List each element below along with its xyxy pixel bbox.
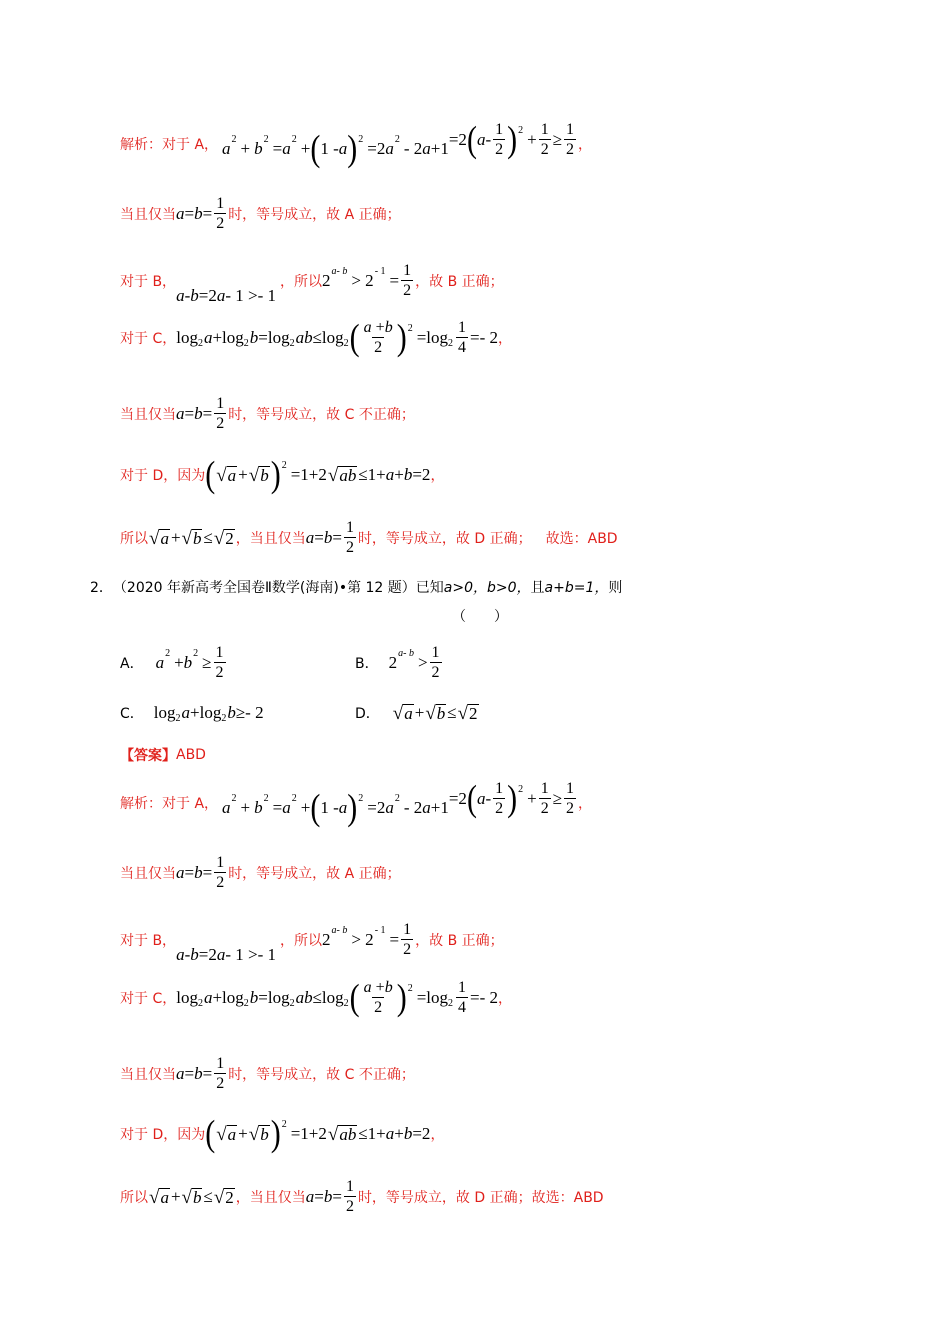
sol2-a-equation: a 2 + b 2 = a 2 + ( 1 - a ) 2 =2 a 2 - 2 a +1: [222, 786, 449, 828]
answer-label: 【答案】: [120, 748, 176, 764]
option-b[interactable]: B． 2 a- b > $\frac{1}{2}$: [355, 645, 444, 681]
sol2-line-d2: 所以 √ a + √ b ≤ √ 2 ，当且仅当 a = b = $\frac{1}{2}$ 时，等号成立，故 D 正确； 故选：ABD: [120, 1178, 604, 1215]
sol2-b-equation-1: a - b =2 a - 1 >- 1: [176, 945, 276, 964]
sol1-a-prefix: 解析：对于 A，: [120, 137, 219, 153]
sol2-d2-cond-equation: a = b = $\frac{1}{2}$: [305, 1178, 354, 1215]
answer-line: [120, 745, 206, 765]
sol2-d-equation: ( √ a + √ b ) 2 =1+2 √ ab ≤1+ a + b =2: [205, 1112, 431, 1154]
sol1-c-cond-equation: a = b = $\frac{1}{2}$: [176, 395, 225, 432]
question-line: 2． （2020 年新高考全国卷Ⅱ数学(海南)•第 12 题）已知 a>0， b>0， 且 a+b=1， 则: [90, 577, 622, 597]
sol2-line-a-cond: 当且仅当 a = b = $\frac{1}{2}$ 时，等号成立，故 A 正确；: [120, 854, 401, 891]
sol1-d-equation: ( √ a + √ b ) 2 =1+2 √ ab ≤1+ a + b =2: [205, 453, 431, 495]
answer-value: ABD: [176, 747, 206, 763]
sol1-line-a-cond: 当且仅当 a = b = $\frac{1}{2}$ 时，等号成立，故 A 正确；: [120, 195, 401, 232]
option-c[interactable]: C． log 2 a +log 2 b ≥- 2: [120, 703, 264, 724]
sol1-line-d: 对于 D，因为 ( √ a + √ b ) 2 =1+2 √ ab ≤1+ a + b =2 ，: [120, 453, 445, 495]
option-a[interactable]: A． a 2 + b 2 ≥ $\frac{1}{2}$: [120, 645, 228, 681]
sol2-line-b: 对于 B， a - b =2 a - 1 >- 1 ，所以 2 a- b > 2 - 1 = $\frac{1}{2}$ ，故 B 正确；: [120, 921, 504, 964]
option-c-math: log 2 a +log 2 b ≥- 2: [153, 703, 264, 724]
sol1-line-b: 对于 B， a - b =2 a - 1 >- 1 ，所以 2 a- b > 2 - 1 = $\frac{1}{2}$ ，故 B 正确；: [120, 262, 504, 305]
question-source: （2020 年新高考全国卷Ⅱ数学(海南)•第 12 题）已知: [112, 580, 444, 596]
sol2-line-d: 对于 D，因为 ( √ a + √ b ) 2 =1+2 √ ab ≤1+ a + b =2 ，: [120, 1112, 445, 1154]
option-a-math: a 2 + b 2 ≥ $\frac{1}{2}$: [155, 644, 224, 681]
sol1-line-d2: 所以 √ a + √ b ≤ √ 2 ，当且仅当 a = b = $\frac{1}{2}$ 时，等号成立，故 D 正确； 故选：ABD: [120, 519, 618, 556]
option-d[interactable]: D． √ a + √ b ≤ √ 2: [355, 702, 478, 724]
sol2-c-equation: log 2 a +log 2 b =log 2 ab ≤log 2 ( $\frac{a +b}{2}$ ) 2 =log 2 $\frac{1}{4}$ =- 2: [176, 976, 498, 1018]
sol2-line-c: 对于 C， log 2 a +log 2 b =log 2 ab ≤log 2 ( $\frac{a +b}{2}$ ) 2 =log 2 $\frac{1}{4}$ =- 2 ，: [120, 976, 512, 1018]
sol1-d2-equation: √ a + √ b ≤ √ 2: [149, 527, 234, 549]
option-d-math: √ a + √ b ≤ √ 2: [392, 702, 478, 724]
sol1-a-cond-equation: a = b = $\frac{1}{2}$: [176, 195, 225, 232]
sol1-a-equation: a 2 + b 2 = a 2 + ( 1 - a ) 2 =2 a 2 - 2 a +1: [222, 127, 449, 169]
option-b-math: 2 a- b > $\frac{1}{2}$: [388, 644, 440, 681]
sol1-c-equation: log 2 a +log 2 b =log 2 ab ≤log 2 ( $\frac{a +b}{2}$ ) 2 =log 2 $\frac{1}{4}$ =- 2: [176, 316, 498, 358]
sol2-b-equation-2: 2 a- b > 2 - 1 = $\frac{1}{2}$: [322, 921, 412, 958]
sol1-line-c-cond: 当且仅当 a = b = $\frac{1}{2}$ 时，等号成立，故 C 不正确；: [120, 395, 415, 432]
sol1-line-c: 对于 C， log 2 a +log 2 b =log 2 ab ≤log 2 ( $\frac{a +b}{2}$ ) 2 =log 2 $\frac{1}{4}$ =- 2 ，: [120, 316, 512, 358]
sol1-a-equation-2: =2 ( a - $\frac{1}{2}$ ) 2 + $\frac{1}{2}$ ≥ $\frac{1}{2}$: [448, 118, 575, 160]
sol1-d2-cond-equation: a = b = $\frac{1}{2}$: [305, 519, 354, 556]
sol1-b-equation-1: a - b =2 a - 1 >- 1: [176, 286, 276, 305]
sol2-line-c-cond: 当且仅当 a = b = $\frac{1}{2}$ 时，等号成立，故 C 不正确；: [120, 1055, 415, 1092]
sol2-line-a: 解析：对于 A， a 2 + b 2 = a 2 + ( 1 - a ) 2 =2 a 2 - 2 a +1 =2 ( a - $\frac{1}{2}$ ) 2 + $\frac{1}{2}$ ≥ $\frac{1}{2}$ ，: [120, 777, 593, 828]
sol2-c-cond-equation: a = b = $\frac{1}{2}$: [176, 1055, 225, 1092]
sol2-a-cond-equation: a = b = $\frac{1}{2}$: [176, 854, 225, 891]
question-number: 2．: [90, 580, 113, 596]
sol2-d2-equation: √ a + √ b ≤ √ 2: [149, 1186, 234, 1208]
sol2-a-equation-2: =2 ( a - $\frac{1}{2}$ ) 2 + $\frac{1}{2}$ ≥ $\frac{1}{2}$: [448, 777, 575, 819]
question-paren: （ ）: [452, 609, 508, 625]
sol1-b-equation-2: 2 a- b > 2 - 1 = $\frac{1}{2}$: [322, 262, 412, 299]
sol1-line-a: 解析：对于 A， a 2 + b 2 = a 2 + ( 1 - a ) 2 =2 a 2 - 2 a +1 =2 ( a - $\frac{1}{2}$ ) 2 + $\frac{1}{2}$ ≥ $\frac{1}{2}$ ，: [120, 118, 593, 169]
